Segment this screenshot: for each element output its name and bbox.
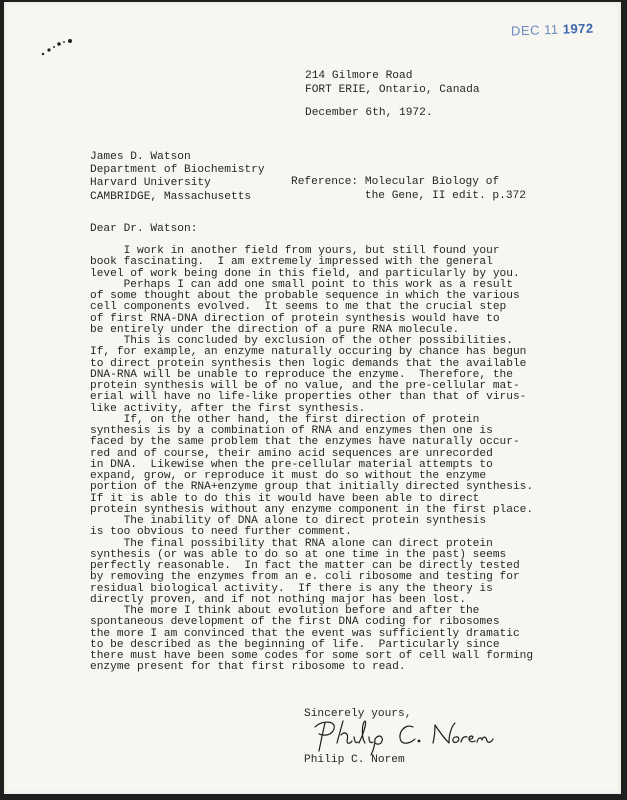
body-line: in DNA. Likewise when the pre-cellular material attempts to [90, 458, 493, 471]
body-line: directly proven, and if not nothing major has been lost. [90, 593, 466, 606]
body-line: expand, grow, or reproduce it must do so without the enzyme [90, 470, 487, 482]
body-line: be entirely under the direction of a pure RNA molecule. [90, 323, 460, 336]
reference-block [291, 176, 526, 203]
body-line: cell components evolved. It seems to me that the crucial step [90, 301, 507, 314]
body-line: by removing the enzymes from an e. coli ribosome and testing for [90, 571, 520, 584]
body-line: book fascinating. I am extremely impressed with the general [90, 256, 493, 269]
salutation: Dear Dr. Watson: [90, 223, 198, 235]
recipient-line: Harvard University [90, 177, 211, 190]
body-line: of some thought about the probable sequence in which the various [90, 290, 520, 302]
body-line: there must have been some codes for some sort of cell wall forming [90, 650, 534, 662]
signer-name: Philip C. Norem [304, 754, 405, 766]
body-line: faced by the same problem that the enzymes have naturally occur- [90, 436, 520, 449]
body-line: If, for example, an enzyme naturally occuring by chance has begun [90, 346, 527, 359]
body-line: This is concluded by exclusion of the other possibilities. [90, 335, 513, 347]
reference-line: Reference: Molecular Biology of [291, 176, 500, 188]
ink-speck-mark [40, 38, 80, 63]
received-date-stamp [511, 21, 594, 39]
body-line: of first RNA-DNA direction of protein synthesis would have to [90, 312, 500, 325]
closing: Sincerely yours, [304, 708, 412, 720]
recipient-line: James D. Watson [90, 151, 191, 163]
stamp-month-day: DEC 11 [510, 21, 559, 39]
body-line: synthesis is by a combination of RNA and enzymes then one is [90, 425, 493, 437]
sender-street: 214 Gilmore Road [305, 70, 413, 82]
sender-address [305, 69, 480, 97]
letter-page [4, 2, 621, 794]
body-line: spontaneous development of the first DNA coding for ribosomes [90, 616, 500, 629]
body-line: red and of course, their amino acid sequences are unrecorded [90, 447, 493, 460]
reference-line: the Gene, II edit. p.372 [291, 189, 526, 202]
body-line: perfectly reasonable. In fact the matter can be directly tested [90, 560, 520, 572]
body-line: Perhaps I can add one small point to this work as a result [90, 278, 513, 291]
body-line: DNA-RNA will be unable to reproduce the enzyme. Therefore, the [90, 368, 513, 381]
body-line: like activity, after the first synthesis. [90, 402, 366, 415]
body-line: to be described as the beginning of life. Particularly since [90, 638, 500, 651]
body-line: residual biological activity. If there is any the theory is [90, 582, 493, 595]
body-line: protein synthesis without any enzyme component in the first place. [90, 503, 534, 516]
body-line: is too obvious to need further comment. [90, 526, 352, 539]
body-line: level of work being done in this field, and particularly by you. [90, 267, 520, 280]
body-line: the more I am convinced that the event was sufficiently dramatic [90, 627, 520, 640]
body-line: If it is able to do this it would have been able to direct [90, 492, 480, 505]
body-line: portion of the RNA+enzyme group that initially directed synthesis. [90, 481, 534, 494]
sender-city: FORT ERIE, Ontario, Canada [305, 84, 480, 96]
body-line: erial will have no life-like properties other than that of virus- [90, 391, 527, 404]
stamp-year: 1972 [562, 20, 594, 37]
body-line: If, on the other hand, the first direction of protein [90, 413, 480, 426]
letter-date: December 6th, 1972. [305, 107, 433, 119]
body-line: to direct protein synthesis then logic demands that the available [90, 357, 527, 370]
body-line: I work in another field from yours, but still found your [90, 245, 500, 257]
body-line: enzyme present for that first ribosome to read. [90, 661, 406, 674]
recipient-address [90, 151, 265, 204]
body-line: protein synthesis will be of no value, and the pre-cellular mat- [90, 380, 520, 392]
body-line: The inability of DNA alone to direct protein synthesis [90, 515, 487, 527]
body-line: synthesis (or was able to do so at one time in the past) seems [90, 548, 507, 561]
recipient-line: Department of Biochemistry [90, 164, 265, 177]
body-line: The more I think about evolution before and after the [90, 605, 480, 617]
body-line: The final possibility that RNA alone can direct protein [90, 537, 493, 550]
letter-body [90, 246, 533, 674]
recipient-line: CAMBRIDGE, Massachusetts [90, 190, 252, 203]
